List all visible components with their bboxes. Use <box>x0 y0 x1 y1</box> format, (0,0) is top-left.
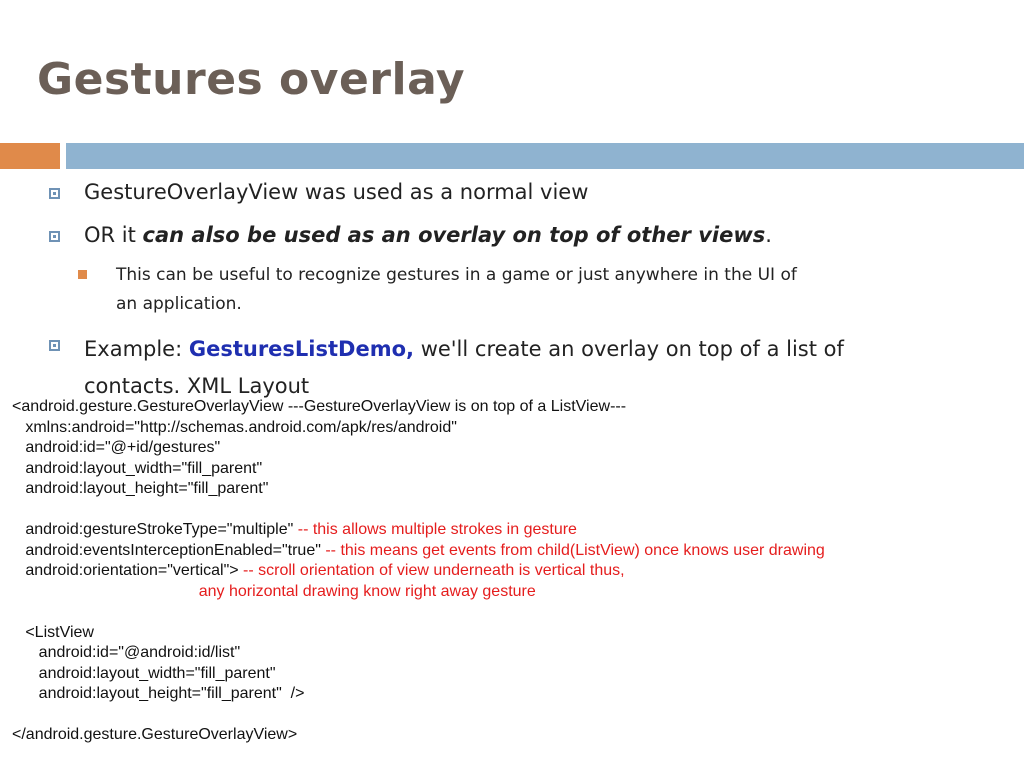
code-line: </android.gesture.GestureOverlayView> <box>12 726 298 743</box>
code-comment: -- this means get events from child(ListView) once knows user drawing <box>325 541 825 559</box>
code-attr: android:eventsInterceptionEnabled="true" <box>12 541 326 559</box>
slide-title: Gestures overlay <box>37 54 466 105</box>
bullet-2-emphasis: can also be used as an overlay on top of other views <box>142 223 766 247</box>
sub-bullet-1 <box>116 261 916 319</box>
xml-code-block <box>12 397 825 746</box>
example-link[interactable]: GesturesListDemo, <box>188 337 415 361</box>
sub-bullet-square-icon <box>78 270 87 279</box>
code-line-blank <box>12 602 825 623</box>
code-attr: android:orientation="vertical"> <box>12 562 244 579</box>
code-line: xmlns:android="http://schemas.android.com/apk/res/android" <box>12 418 457 436</box>
bullet-square-icon <box>49 340 60 351</box>
accent-bar-blue <box>66 143 1024 169</box>
accent-bar-orange <box>0 143 60 169</box>
code-line: <ListView <box>12 623 94 641</box>
bullet-2-prefix: OR it <box>84 223 143 247</box>
sub-bullet-1-line1: This can be useful to recognize gestures in a game or just anywhere in the UI of <box>116 265 797 285</box>
sub-bullet-1-line2: an application. <box>116 294 242 314</box>
code-line: android:id="@android:id/list" <box>12 644 241 661</box>
code-line: <android.gesture.GestureOverlayView ---GestureOverlayView is on top of a ListView--- <box>12 398 627 415</box>
code-line <box>12 520 825 541</box>
code-line-blank <box>12 500 825 521</box>
bullet-3-line2: contacts. XML Layout <box>84 374 310 398</box>
bullet-square-icon <box>49 188 60 199</box>
bullet-2 <box>84 223 772 247</box>
bullet-1-text: GestureOverlayView was used as a normal view <box>84 180 589 204</box>
bullet-3-suffix: we'll create an overlay on top of a list of <box>414 337 844 361</box>
bullet-3 <box>84 331 844 405</box>
bullet-2-suffix: . <box>765 223 772 247</box>
bullet-3-prefix: Example: <box>84 337 189 361</box>
bullet-square-icon <box>49 231 60 242</box>
code-line: android:layout_height="fill_parent" <box>12 480 269 497</box>
code-line <box>12 541 825 562</box>
code-line: android:layout_width="fill_parent" <box>12 459 263 477</box>
code-comment: -- scroll orientation of view underneath is vertical thus, <box>243 562 625 579</box>
code-comment: -- this allows multiple strokes in gesture <box>297 521 577 538</box>
code-line-blank <box>12 705 825 726</box>
bullet-1 <box>84 180 588 204</box>
code-line: android:id="@+id/gestures" <box>12 439 221 456</box>
code-line: android:layout_width="fill_parent" <box>12 664 276 682</box>
code-comment: any horizontal drawing know right away gesture <box>12 582 536 600</box>
code-attr: android:gestureStrokeType="multiple" <box>12 521 298 538</box>
code-line <box>12 561 825 582</box>
code-line: android:layout_height="fill_parent" /> <box>12 685 305 702</box>
